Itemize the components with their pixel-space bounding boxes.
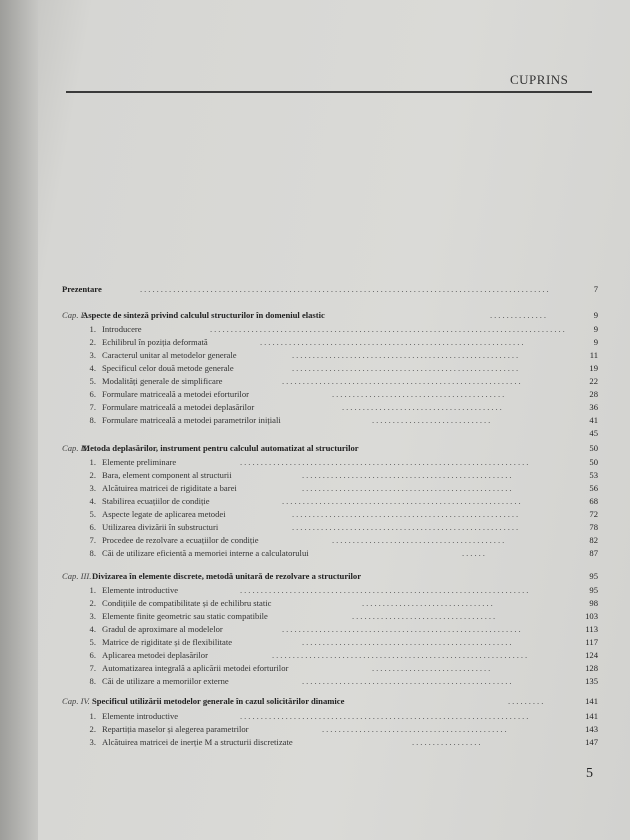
item-page: 128 <box>585 663 598 673</box>
toc-item <box>0 662 630 675</box>
leader-dots: ................................................... <box>302 483 514 493</box>
toc-item <box>0 427 630 440</box>
item-title: Elemente introductive <box>102 585 179 595</box>
toc-prezentare <box>0 283 630 296</box>
item-page: 11 <box>589 350 598 360</box>
leader-dots: ....................................................... <box>292 350 521 360</box>
item-title: Automatizarea integrală a aplicării metodei eforturilor <box>102 663 289 673</box>
page-title: CUPRINS <box>510 72 569 87</box>
item-number: 5. <box>89 376 96 386</box>
chapter-title: Aspecte de sinteză privind calculul structurilor în domeniul elastic <box>82 310 325 320</box>
item-title: Elemente finite geometric sau static compatibile <box>102 611 268 621</box>
chapter-label: Cap. II. <box>62 443 89 453</box>
item-title: Aspecte legate de aplicarea metodei <box>102 509 226 519</box>
item-number: 5. <box>89 509 96 519</box>
chapter-page: 95 <box>589 571 598 581</box>
leader-dots: ................................................... <box>302 470 514 480</box>
item-page: 78 <box>589 522 598 532</box>
chapter-title: Metoda deplasărilor, instrument pentru calculul automatizat al structurilor <box>82 443 359 453</box>
item-number: 7. <box>89 535 96 545</box>
item-number: 1. <box>89 324 96 334</box>
item-title: Utilizarea divizării în substructuri <box>102 522 219 532</box>
leader-dots: ...................................................................... <box>240 711 531 721</box>
leader-dots: ................................................................ <box>260 337 526 347</box>
item-number: 7. <box>89 663 96 673</box>
leader-dots: .......................................................... <box>282 496 523 506</box>
item-number: 3. <box>89 737 96 747</box>
toc-item <box>0 636 630 649</box>
toc-item <box>0 323 630 336</box>
item-title: Formulare matriceală a metodei deplasărilor <box>102 402 255 412</box>
item-page: 124 <box>585 650 598 660</box>
leader-dots: ....................................................... <box>292 522 521 532</box>
item-number: 1. <box>89 457 96 467</box>
leader-dots: ............................. <box>372 663 493 673</box>
item-page: 95 <box>589 585 598 595</box>
chapter-page: 50 <box>589 443 598 453</box>
toc-item <box>0 401 630 414</box>
item-number: 1. <box>89 585 96 595</box>
chapter-title: Specificul utilizării metodelor generale în cazul solicitărilor dinamice <box>92 696 345 706</box>
item-number: 4. <box>89 363 96 373</box>
item-title: Matrice de rigiditate și de flexibilitate <box>102 637 233 647</box>
item-title: Repartiția maselor și alegerea parametrilor <box>102 724 249 734</box>
item-number: 4. <box>89 624 96 634</box>
toc-item <box>0 482 630 495</box>
toc-item <box>0 623 630 636</box>
leader-dots: .......................................... <box>332 389 507 399</box>
chapter-page: 9 <box>593 310 598 320</box>
item-page: 50 <box>589 457 598 467</box>
leader-dots: ...................................................................... <box>240 585 531 595</box>
item-title: Aplicarea metodei deplasărilor <box>102 650 208 660</box>
chapter-label: Cap. III. <box>62 571 92 581</box>
item-number: 6. <box>89 522 96 532</box>
item-page: 103 <box>585 611 598 621</box>
toc-item <box>0 736 630 749</box>
leader-dots: ................................................................................................... <box>140 284 551 294</box>
item-number: 3. <box>89 483 96 493</box>
item-title: Caracterul unitar al metodelor generale <box>102 350 237 360</box>
leader-dots: ...................................................................................... <box>210 324 567 334</box>
item-number: 8. <box>89 548 96 558</box>
item-title: Alcătuirea matricei de rigiditate a barei <box>102 483 237 493</box>
item-title: Bara, element component al structurii <box>102 470 232 480</box>
leader-dots: .......................................................... <box>282 624 523 634</box>
item-number: 5. <box>89 637 96 647</box>
item-number: 8. <box>89 676 96 686</box>
leader-dots: ............................................. <box>322 724 509 734</box>
toc-item <box>0 388 630 401</box>
item-page: 28 <box>589 389 598 399</box>
item-page: 141 <box>585 711 598 721</box>
toc-item <box>0 375 630 388</box>
item-page: 147 <box>585 737 598 747</box>
page-number: 5 <box>586 766 593 781</box>
toc-item <box>0 336 630 349</box>
item-page: 41 <box>589 415 598 425</box>
item-page: 36 <box>589 402 598 412</box>
toc-item <box>0 710 630 723</box>
leader-dots: .............................................................. <box>272 650 530 660</box>
item-number: 1. <box>89 711 96 721</box>
item-page: 56 <box>589 483 598 493</box>
item-number: 8. <box>89 415 96 425</box>
toc-chapter-2 <box>0 442 630 455</box>
item-title: Căi de utilizare eficientă a memoriei interne a calculatorului <box>102 548 309 558</box>
item-title: Formulare matriceală a metodei eforturilor <box>102 389 249 399</box>
item-page: 22 <box>589 376 598 386</box>
item-number: 2. <box>89 470 96 480</box>
item-page: 98 <box>589 598 598 608</box>
item-page: 82 <box>589 535 598 545</box>
item-page: 113 <box>585 624 598 634</box>
leader-dots: .......................................... <box>332 535 507 545</box>
header-rule <box>66 91 592 93</box>
leader-dots: ....................................................... <box>292 363 521 373</box>
toc-item <box>0 362 630 375</box>
leader-dots: .......................................................... <box>282 376 523 386</box>
item-page: 143 <box>585 724 598 734</box>
item-number: 6. <box>89 389 96 399</box>
leader-dots: ................................... <box>352 611 498 621</box>
toc-item <box>0 547 630 560</box>
chapter-page: 141 <box>585 696 598 706</box>
leader-dots: ................................................... <box>302 676 514 686</box>
item-page: 9 <box>593 337 598 347</box>
item-number: 3. <box>89 350 96 360</box>
leader-dots: ......... <box>508 696 546 706</box>
toc-item <box>0 534 630 547</box>
toc-item <box>0 610 630 623</box>
leader-dots: ............................. <box>372 415 493 425</box>
item-number: 4. <box>89 496 96 506</box>
chapter-title: Divizarea în elemente discrete, metodă unitară de rezolvare a structurilor <box>92 571 362 581</box>
item-page: 9 <box>593 324 598 334</box>
item-page: 53 <box>589 470 598 480</box>
item-title: Specificul celor două metode generale <box>102 363 234 373</box>
toc-chapter-3 <box>0 570 630 583</box>
toc-item <box>0 508 630 521</box>
item-title: Alcătuirea matricei de inerție M a structurii discretizate <box>102 737 293 747</box>
item-page: 87 <box>589 548 598 558</box>
toc-chapter-4 <box>0 695 630 708</box>
toc-item <box>0 456 630 469</box>
leader-dots: .............. <box>490 310 549 320</box>
item-title: Modalități generale de simplificare <box>102 376 223 386</box>
toc-prezentare-page: 7 <box>593 284 598 294</box>
item-title: Elemente preliminare <box>102 457 177 467</box>
item-page: 135 <box>585 676 598 686</box>
toc-item <box>0 349 630 362</box>
toc-item <box>0 649 630 662</box>
chapter-label: Cap. IV. <box>62 696 90 706</box>
item-number: 2. <box>89 724 96 734</box>
item-title: Căi de utilizare a memoriilor externe <box>102 676 229 686</box>
item-page: 72 <box>589 509 598 519</box>
item-number: 6. <box>89 650 96 660</box>
item-title: Formulare matriceală a metodei parametrilor inițiali <box>102 415 281 425</box>
toc-chapter-1 <box>0 309 630 322</box>
item-page: 117 <box>585 637 598 647</box>
chapter-label: Cap. I. <box>62 310 86 320</box>
toc-prezentare-title: Prezentare <box>62 284 102 294</box>
item-title: Procedee de rezolvare a ecuațiilor de condiție <box>102 535 259 545</box>
item-page: 68 <box>589 496 598 506</box>
item-number: 7. <box>89 402 96 412</box>
toc-item <box>0 495 630 508</box>
toc-item <box>0 469 630 482</box>
item-number: 2. <box>89 337 96 347</box>
item-title: Echilibrul în poziția deformată <box>102 337 208 347</box>
toc-item <box>0 414 630 427</box>
toc-item <box>0 521 630 534</box>
item-title: Introducere <box>102 324 142 334</box>
item-page: 19 <box>589 363 598 373</box>
item-page: 45 <box>589 428 598 438</box>
item-title: Stabilirea ecuațiilor de condiție <box>102 496 210 506</box>
toc-item <box>0 584 630 597</box>
toc-item <box>0 675 630 688</box>
leader-dots: ...................................................................... <box>240 457 531 467</box>
item-number: 3. <box>89 611 96 621</box>
leader-dots: ................................................... <box>302 637 514 647</box>
leader-dots: ................................ <box>362 598 495 608</box>
leader-dots: ....................................... <box>342 402 504 412</box>
leader-dots: ...... <box>462 548 487 558</box>
item-title: Elemente introductive <box>102 711 179 721</box>
toc-item <box>0 597 630 610</box>
item-title: Condițiile de compatibilitate și de echilibru static <box>102 598 272 608</box>
leader-dots: ................. <box>412 737 483 747</box>
toc-item <box>0 723 630 736</box>
item-title: Gradul de aproximare al modelelor <box>102 624 223 634</box>
leader-dots: ....................................................... <box>292 509 521 519</box>
item-number: 2. <box>89 598 96 608</box>
